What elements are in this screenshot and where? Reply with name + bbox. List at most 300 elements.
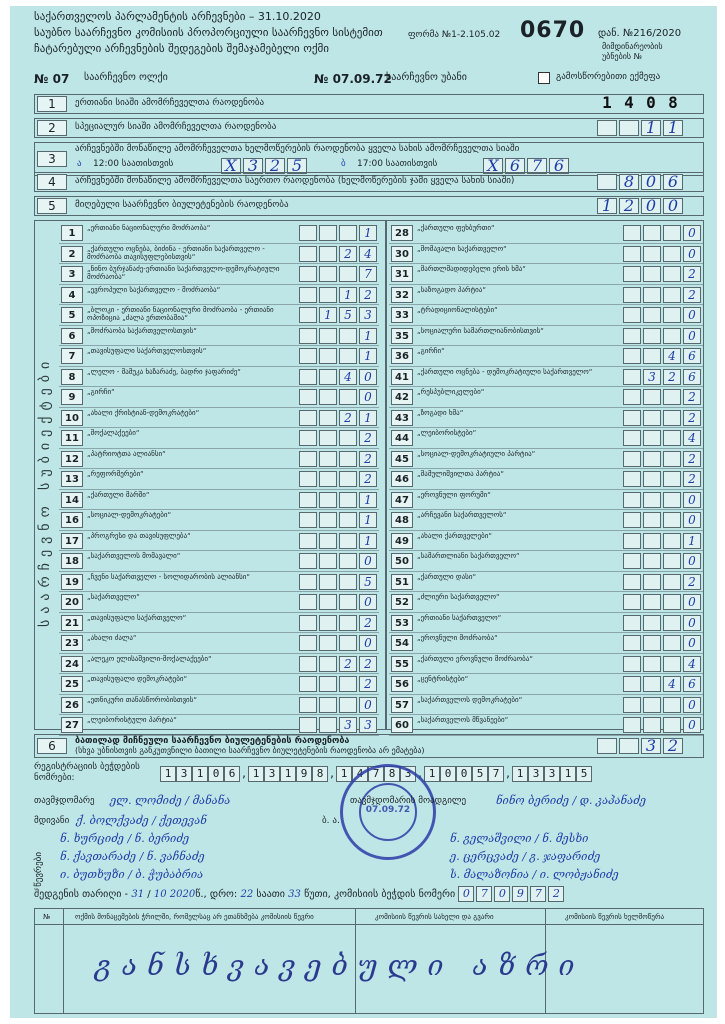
- digit[interactable]: 6: [549, 158, 569, 174]
- digit[interactable]: 6: [663, 174, 683, 190]
- party-name: „პროგრესი და თავისუფლება“: [87, 531, 191, 540]
- vote-digit[interactable]: 2: [359, 451, 377, 467]
- vote-digit[interactable]: [319, 635, 337, 651]
- digit[interactable]: 5: [287, 158, 307, 174]
- digit[interactable]: [619, 120, 639, 136]
- party-votes[interactable]: [621, 225, 701, 241]
- vote-digit[interactable]: [623, 574, 641, 590]
- vote-digit[interactable]: 3: [643, 369, 661, 385]
- vote-digit[interactable]: [643, 676, 661, 692]
- digit[interactable]: 8: [619, 174, 639, 190]
- total-voters-count[interactable]: [597, 174, 685, 190]
- row-number: 4: [37, 174, 67, 190]
- party-votes[interactable]: [621, 471, 701, 487]
- vote-digit[interactable]: [319, 369, 337, 385]
- party-votes[interactable]: [297, 287, 377, 303]
- digit[interactable]: X: [483, 158, 503, 174]
- digit[interactable]: 6: [505, 158, 525, 174]
- vote-digit[interactable]: [339, 328, 357, 344]
- vote-digit[interactable]: [623, 676, 641, 692]
- vote-digit[interactable]: 6: [683, 676, 701, 692]
- party-votes[interactable]: [621, 348, 701, 364]
- vote-digit[interactable]: 0: [683, 553, 701, 569]
- vote-digit[interactable]: [663, 307, 681, 323]
- vote-digit[interactable]: 3: [359, 307, 377, 323]
- party-votes[interactable]: [297, 266, 377, 282]
- vote-digit[interactable]: [319, 512, 337, 528]
- vote-digit[interactable]: [663, 287, 681, 303]
- vote-digit[interactable]: [643, 512, 661, 528]
- party-votes[interactable]: [297, 246, 377, 262]
- party-votes[interactable]: [621, 553, 701, 569]
- vote-digit[interactable]: [663, 594, 681, 610]
- vote-digit[interactable]: [643, 594, 661, 610]
- vote-digit[interactable]: [643, 451, 661, 467]
- vote-digit[interactable]: [643, 553, 661, 569]
- party-votes[interactable]: [297, 697, 377, 713]
- digit[interactable]: [597, 174, 617, 190]
- vote-digit[interactable]: [623, 697, 641, 713]
- vote-digit[interactable]: [643, 430, 661, 446]
- vote-digit[interactable]: [623, 717, 641, 733]
- vote-digit[interactable]: 5: [359, 574, 377, 590]
- vote-digit[interactable]: [643, 307, 661, 323]
- party-votes[interactable]: [297, 307, 377, 323]
- vote-digit[interactable]: [663, 615, 681, 631]
- vote-digit[interactable]: [623, 307, 641, 323]
- vote-digit[interactable]: [319, 533, 337, 549]
- vote-digit[interactable]: [319, 553, 337, 569]
- digit[interactable]: 7: [527, 158, 547, 174]
- vote-digit[interactable]: [339, 266, 357, 282]
- minute-label: წუთი, კომისიის ბეჭდის ნომერი: [304, 889, 456, 900]
- vote-digit[interactable]: 6: [683, 348, 701, 364]
- digit[interactable]: 1: [641, 120, 661, 136]
- vote-digit[interactable]: [623, 328, 641, 344]
- party-number: 12: [61, 451, 83, 467]
- vote-digit[interactable]: [299, 615, 317, 631]
- vote-digit[interactable]: [663, 574, 681, 590]
- vote-digit[interactable]: 2: [339, 410, 357, 426]
- vote-digit[interactable]: [299, 430, 317, 446]
- vote-digit[interactable]: [643, 287, 661, 303]
- party-votes[interactable]: [621, 287, 701, 303]
- vote-digit[interactable]: 1: [359, 348, 377, 364]
- vote-digit[interactable]: 1: [359, 533, 377, 549]
- party-votes[interactable]: [297, 635, 377, 651]
- party-votes[interactable]: [297, 451, 377, 467]
- vote-digit[interactable]: [299, 574, 317, 590]
- vote-digit[interactable]: 1: [339, 287, 357, 303]
- digit[interactable]: 3: [243, 158, 263, 174]
- vote-digit[interactable]: [623, 471, 641, 487]
- vote-digit[interactable]: [623, 533, 641, 549]
- party-votes[interactable]: [297, 533, 377, 549]
- vote-digit[interactable]: [663, 430, 681, 446]
- vote-digit[interactable]: [339, 512, 357, 528]
- vote-digit[interactable]: 4: [663, 348, 681, 364]
- vote-digit[interactable]: [643, 471, 661, 487]
- vote-digit[interactable]: [663, 656, 681, 672]
- vote-digit[interactable]: 0: [683, 615, 701, 631]
- vote-digit[interactable]: 1: [359, 328, 377, 344]
- vote-digit[interactable]: 2: [359, 471, 377, 487]
- vote-digit[interactable]: [663, 225, 681, 241]
- party-votes[interactable]: [297, 225, 377, 241]
- party-votes[interactable]: [621, 635, 701, 651]
- vote-digit[interactable]: 4: [683, 430, 701, 446]
- vote-digit[interactable]: [319, 287, 337, 303]
- vote-digit[interactable]: 2: [683, 389, 701, 405]
- vote-digit[interactable]: 2: [683, 410, 701, 426]
- vote-digit[interactable]: 2: [359, 615, 377, 631]
- vote-digit[interactable]: [319, 656, 337, 672]
- vote-digit[interactable]: [319, 697, 337, 713]
- vote-digit[interactable]: [299, 676, 317, 692]
- vote-digit[interactable]: [319, 471, 337, 487]
- vote-digit[interactable]: [339, 533, 357, 549]
- vote-digit[interactable]: [339, 553, 357, 569]
- registration-digit: 4: [352, 766, 368, 782]
- party-name: „ეროვნული ფორუმი“: [417, 490, 491, 499]
- party-votes[interactable]: [297, 369, 377, 385]
- invalid-ballots-count[interactable]: [597, 738, 685, 754]
- party-votes[interactable]: [297, 410, 377, 426]
- party-votes[interactable]: [621, 533, 701, 549]
- digit[interactable]: X: [221, 158, 241, 174]
- vote-digit[interactable]: [643, 656, 661, 672]
- vote-digit[interactable]: 0: [683, 717, 701, 733]
- party-number: 54: [391, 635, 413, 651]
- vote-digit[interactable]: [319, 410, 337, 426]
- party-votes[interactable]: [621, 389, 701, 405]
- vote-digit[interactable]: [339, 635, 357, 651]
- vote-digit[interactable]: [319, 328, 337, 344]
- vote-digit[interactable]: [319, 225, 337, 241]
- vote-digit[interactable]: [663, 635, 681, 651]
- vote-digit[interactable]: 1: [359, 492, 377, 508]
- vote-digit[interactable]: [623, 266, 641, 282]
- vote-digit[interactable]: 3: [359, 717, 377, 733]
- vote-digit[interactable]: [663, 717, 681, 733]
- vote-digit[interactable]: 4: [663, 676, 681, 692]
- vote-digit[interactable]: [299, 369, 317, 385]
- party-votes[interactable]: [297, 656, 377, 672]
- vote-digit[interactable]: 2: [359, 287, 377, 303]
- vote-digit[interactable]: [339, 574, 357, 590]
- vote-digit[interactable]: [299, 225, 317, 241]
- vote-digit[interactable]: 1: [683, 533, 701, 549]
- vote-digit[interactable]: [623, 656, 641, 672]
- vote-digit[interactable]: [643, 492, 661, 508]
- vote-digit[interactable]: [299, 307, 317, 323]
- vote-digit[interactable]: [319, 717, 337, 733]
- vote-digit[interactable]: [663, 512, 681, 528]
- digit[interactable]: 0: [641, 198, 661, 214]
- vote-digit[interactable]: [319, 451, 337, 467]
- party-votes[interactable]: [621, 574, 701, 590]
- vote-digit[interactable]: [339, 492, 357, 508]
- vote-digit[interactable]: [299, 287, 317, 303]
- vote-digit[interactable]: [319, 389, 337, 405]
- vote-digit[interactable]: 0: [683, 635, 701, 651]
- party-votes[interactable]: [297, 389, 377, 405]
- vote-digit[interactable]: 4: [339, 369, 357, 385]
- vote-digit[interactable]: [623, 430, 641, 446]
- digit[interactable]: 0: [663, 198, 683, 214]
- party-votes[interactable]: [621, 410, 701, 426]
- vote-digit[interactable]: [299, 492, 317, 508]
- party-votes[interactable]: [297, 348, 377, 364]
- party-votes[interactable]: [297, 574, 377, 590]
- vote-digit[interactable]: 0: [359, 594, 377, 610]
- vote-digit[interactable]: [299, 533, 317, 549]
- party-votes[interactable]: [621, 676, 701, 692]
- member-signature: ე. ცერცვაძე / გ. ჯაფარიძე: [450, 850, 601, 863]
- party-votes[interactable]: [621, 717, 701, 733]
- vote-digit[interactable]: [299, 635, 317, 651]
- vote-digit[interactable]: [299, 410, 317, 426]
- vote-digit[interactable]: [319, 676, 337, 692]
- party-row: [59, 572, 379, 593]
- party-votes[interactable]: [621, 328, 701, 344]
- vote-digit[interactable]: [299, 717, 317, 733]
- vote-digit[interactable]: [339, 430, 357, 446]
- vote-digit[interactable]: [663, 266, 681, 282]
- vote-digit[interactable]: [643, 328, 661, 344]
- vote-digit[interactable]: [623, 348, 641, 364]
- digit[interactable]: 0: [641, 174, 661, 190]
- party-votes[interactable]: [297, 328, 377, 344]
- vote-digit[interactable]: [643, 266, 661, 282]
- vote-digit[interactable]: [623, 287, 641, 303]
- vote-digit[interactable]: [623, 410, 641, 426]
- vote-digit[interactable]: 1: [359, 410, 377, 426]
- vote-digit[interactable]: [623, 594, 641, 610]
- vote-digit[interactable]: [299, 328, 317, 344]
- vote-digit[interactable]: [299, 594, 317, 610]
- vote-digit[interactable]: 0: [683, 307, 701, 323]
- party-votes[interactable]: [621, 594, 701, 610]
- vote-digit[interactable]: [623, 635, 641, 651]
- vote-digit[interactable]: [319, 430, 337, 446]
- vote-digit[interactable]: [623, 246, 641, 262]
- party-votes[interactable]: [621, 266, 701, 282]
- vote-digit[interactable]: 0: [683, 697, 701, 713]
- vote-digit[interactable]: [663, 533, 681, 549]
- vote-digit[interactable]: 2: [683, 451, 701, 467]
- vote-digit[interactable]: [643, 697, 661, 713]
- vote-digit[interactable]: [299, 389, 317, 405]
- party-votes[interactable]: [621, 615, 701, 631]
- vote-digit[interactable]: [623, 389, 641, 405]
- vote-digit[interactable]: 7: [359, 266, 377, 282]
- vote-digit[interactable]: 3: [339, 717, 357, 733]
- party-number: 11: [61, 430, 83, 446]
- digit[interactable]: 2: [663, 738, 683, 754]
- vote-digit[interactable]: [339, 225, 357, 241]
- vote-digit[interactable]: 0: [683, 594, 701, 610]
- vote-digit[interactable]: [643, 533, 661, 549]
- digit[interactable]: 1: [663, 120, 683, 136]
- vote-digit[interactable]: 0: [683, 512, 701, 528]
- vote-digit[interactable]: [663, 451, 681, 467]
- vote-digit[interactable]: 1: [359, 225, 377, 241]
- vote-digit[interactable]: [299, 451, 317, 467]
- party-name: „ალეკო ელისაშვილი-მოქალაქეები“: [87, 654, 212, 663]
- party-votes[interactable]: [297, 594, 377, 610]
- vote-digit[interactable]: [339, 451, 357, 467]
- party-votes[interactable]: [621, 451, 701, 467]
- vote-digit[interactable]: [339, 594, 357, 610]
- member-signature: ნ. ხურციძე / ნ. ბერიძე: [60, 832, 190, 845]
- vote-digit[interactable]: 1: [319, 307, 337, 323]
- vote-digit[interactable]: [623, 369, 641, 385]
- vote-digit[interactable]: [319, 594, 337, 610]
- vote-digit[interactable]: 2: [359, 430, 377, 446]
- vote-digit[interactable]: [339, 676, 357, 692]
- vote-digit[interactable]: [623, 225, 641, 241]
- vote-digit[interactable]: [643, 410, 661, 426]
- vote-digit[interactable]: [663, 471, 681, 487]
- registration-digit: 3: [528, 766, 544, 782]
- vote-digit[interactable]: 0: [683, 492, 701, 508]
- party-votes[interactable]: [297, 492, 377, 508]
- vote-digit[interactable]: [643, 348, 661, 364]
- vote-digit[interactable]: [299, 697, 317, 713]
- vote-digit[interactable]: [299, 656, 317, 672]
- vote-digit[interactable]: 2: [683, 471, 701, 487]
- digit[interactable]: 2: [619, 198, 639, 214]
- vote-digit[interactable]: [663, 492, 681, 508]
- seal-digit: 7: [530, 886, 546, 902]
- vote-digit[interactable]: [623, 512, 641, 528]
- vote-digit[interactable]: [339, 348, 357, 364]
- digit[interactable]: 2: [265, 158, 285, 174]
- vote-digit[interactable]: 2: [339, 656, 357, 672]
- vote-digit[interactable]: 2: [339, 246, 357, 262]
- party-number: 26: [61, 697, 83, 713]
- ballots-received-count[interactable]: [597, 198, 685, 214]
- vote-digit[interactable]: 4: [683, 656, 701, 672]
- vote-digit[interactable]: [643, 717, 661, 733]
- vote-digit[interactable]: [319, 574, 337, 590]
- vote-digit[interactable]: [663, 410, 681, 426]
- vote-digit[interactable]: 6: [683, 369, 701, 385]
- vote-digit[interactable]: [339, 697, 357, 713]
- party-votes[interactable]: [297, 471, 377, 487]
- vote-digit[interactable]: 0: [359, 697, 377, 713]
- vote-digit[interactable]: [663, 553, 681, 569]
- vote-digit[interactable]: [299, 266, 317, 282]
- party-votes[interactable]: [297, 615, 377, 631]
- vote-digit[interactable]: 2: [683, 574, 701, 590]
- vote-digit[interactable]: 0: [359, 553, 377, 569]
- vote-digit[interactable]: [663, 389, 681, 405]
- party-votes[interactable]: [297, 430, 377, 446]
- party-name: „სამართლიანი საქართველო“: [417, 552, 520, 560]
- vote-digit[interactable]: 0: [683, 246, 701, 262]
- party-votes[interactable]: [621, 307, 701, 323]
- party-row: [389, 633, 703, 654]
- party-votes[interactable]: [621, 246, 701, 262]
- corrected-checkbox[interactable]: [538, 72, 550, 84]
- vote-digit[interactable]: 2: [683, 266, 701, 282]
- vote-digit[interactable]: [319, 492, 337, 508]
- vote-digit[interactable]: [643, 246, 661, 262]
- vote-digit[interactable]: [339, 615, 357, 631]
- party-votes[interactable]: [621, 697, 701, 713]
- vote-digit[interactable]: [339, 389, 357, 405]
- party-votes[interactable]: [621, 492, 701, 508]
- party-number: 4: [61, 287, 83, 303]
- vote-digit[interactable]: 2: [663, 369, 681, 385]
- vote-digit[interactable]: [339, 471, 357, 487]
- digit[interactable]: [619, 738, 639, 754]
- vote-digit[interactable]: [643, 615, 661, 631]
- vote-digit[interactable]: [299, 471, 317, 487]
- special-list-count[interactable]: [597, 120, 685, 136]
- vote-digit[interactable]: 2: [359, 656, 377, 672]
- vote-digit[interactable]: [623, 553, 641, 569]
- digit[interactable]: [597, 120, 617, 136]
- vote-digit[interactable]: [643, 574, 661, 590]
- vote-digit[interactable]: [643, 635, 661, 651]
- vote-digit[interactable]: [319, 348, 337, 364]
- vote-digit[interactable]: [319, 246, 337, 262]
- vote-digit[interactable]: [623, 451, 641, 467]
- digit[interactable]: 1: [597, 198, 617, 214]
- vote-digit[interactable]: [643, 225, 661, 241]
- party-votes[interactable]: [297, 676, 377, 692]
- vote-digit[interactable]: [623, 615, 641, 631]
- vote-digit[interactable]: 0: [359, 369, 377, 385]
- party-votes[interactable]: [297, 512, 377, 528]
- vote-digit[interactable]: [299, 246, 317, 262]
- vote-digit[interactable]: [299, 348, 317, 364]
- vote-digit[interactable]: [299, 512, 317, 528]
- vote-digit[interactable]: 0: [683, 328, 701, 344]
- party-votes[interactable]: [297, 717, 377, 733]
- party-name: „ეთნიკური თანასწორობისთვის“: [87, 695, 197, 704]
- vote-digit[interactable]: [319, 266, 337, 282]
- digit[interactable]: 3: [641, 738, 661, 754]
- vote-digit[interactable]: 0: [359, 389, 377, 405]
- digit[interactable]: [597, 738, 617, 754]
- party-votes[interactable]: [621, 369, 701, 385]
- vote-digit[interactable]: 1: [359, 512, 377, 528]
- party-votes[interactable]: [621, 512, 701, 528]
- protocol-subtitle-2: ჩატარებული არჩევნების შედეგების შემაჯამებელი ოქმი: [34, 42, 329, 55]
- vote-digit[interactable]: 5: [339, 307, 357, 323]
- party-votes[interactable]: [621, 656, 701, 672]
- party-votes[interactable]: [621, 430, 701, 446]
- vote-digit[interactable]: [643, 389, 661, 405]
- vote-digit[interactable]: [663, 328, 681, 344]
- vote-digit[interactable]: 0: [683, 225, 701, 241]
- dissent-col-name: კომისიის წევრის სახელი და გვარი: [375, 913, 494, 921]
- vote-digit[interactable]: [299, 553, 317, 569]
- vote-digit[interactable]: [319, 615, 337, 631]
- vote-digit[interactable]: 4: [359, 246, 377, 262]
- vote-digit[interactable]: 0: [359, 635, 377, 651]
- vote-digit[interactable]: 2: [359, 676, 377, 692]
- vote-digit[interactable]: [663, 246, 681, 262]
- vote-digit[interactable]: [623, 492, 641, 508]
- vote-digit[interactable]: 2: [683, 287, 701, 303]
- party-votes[interactable]: [297, 553, 377, 569]
- vote-digit[interactable]: [663, 697, 681, 713]
